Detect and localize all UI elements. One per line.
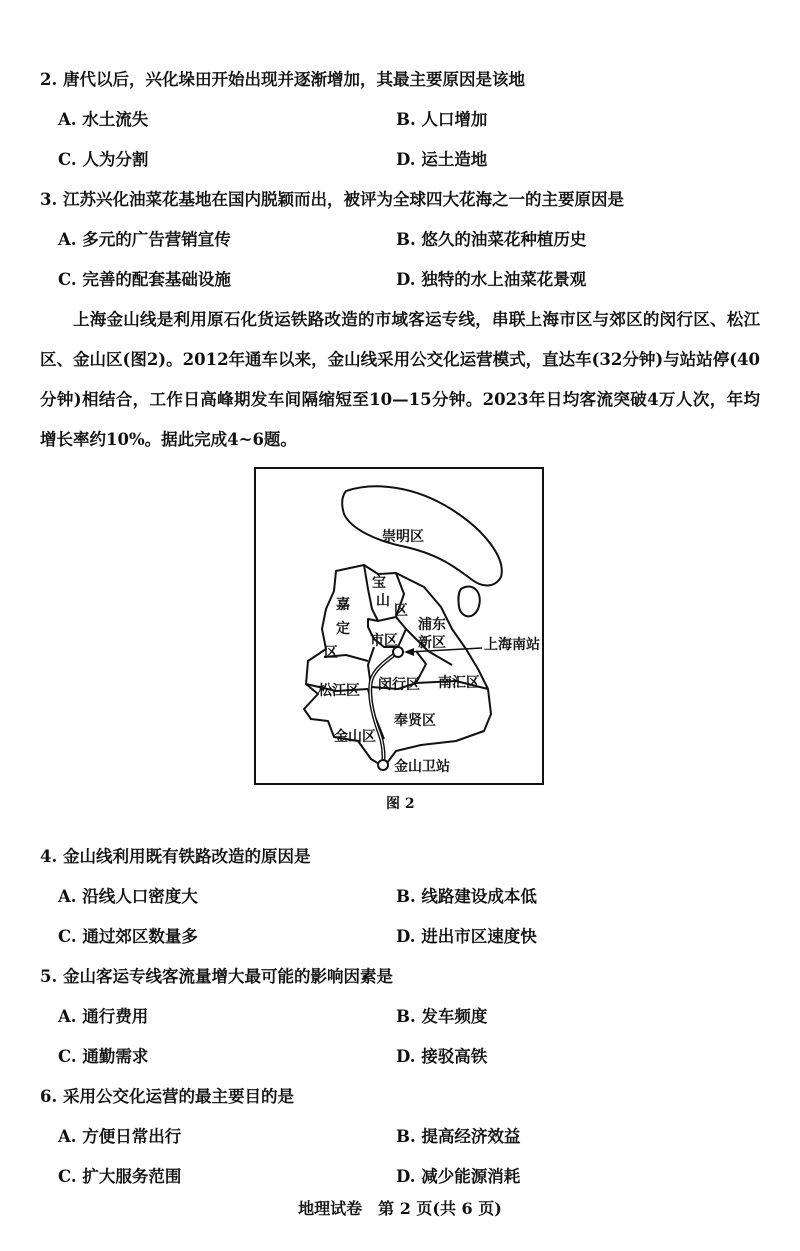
label-minhang: 闵行区 [378, 677, 420, 693]
question-2-option-d: D. 运土造地 [396, 150, 488, 169]
label-shiqu: 市区 [370, 633, 398, 649]
label-jinshan: 金山区 [334, 729, 376, 745]
question-5-option-a: A. 通行费用 [58, 1007, 149, 1026]
station-arrow-head [404, 648, 414, 656]
label-jiading-2: 定 [336, 621, 350, 637]
question-6-option-b: B. 提高经济效益 [396, 1127, 521, 1146]
label-nanhui: 南汇区 [438, 675, 480, 691]
question-4-option-d: D. 进出市区速度快 [396, 927, 537, 946]
question-3-option-b: B. 悠久的油菜花种植历史 [396, 230, 587, 249]
question-5-option-c: C. 通勤需求 [58, 1047, 149, 1066]
reading-passage [40, 300, 760, 460]
question-4-stem: 4. 金山线利用既有铁路改造的原因是 [40, 847, 311, 866]
question-5-option-b: B. 发车频度 [396, 1007, 488, 1026]
jinshan-railway-line [370, 652, 398, 765]
question-2-option-a: A. 水土流失 [58, 110, 149, 129]
question-3-option-c: C. 完善的配套基础设施 [58, 270, 231, 289]
question-3-option-a: A. 多元的广告营销宣传 [58, 230, 231, 249]
label-jiading-3: 区 [324, 645, 338, 661]
label-jiading-1: 嘉 [336, 597, 350, 613]
jinshanwei-station-marker [378, 760, 388, 770]
figure-caption: 图 2 [386, 796, 415, 812]
label-baoshan-2: 山 [376, 593, 390, 609]
page-footer: 地理试卷 第 2 页(共 6 页) [298, 1199, 502, 1218]
label-shanghai-south-station: 上海南站 [484, 637, 540, 653]
mainland-outline [304, 565, 491, 767]
question-2-option-b: B. 人口增加 [396, 110, 488, 129]
label-jinshanwei-station: 金山卫站 [394, 759, 450, 775]
label-baoshan-3: 区 [394, 603, 408, 619]
shanghai-map [256, 469, 542, 783]
question-6-stem: 6. 采用公交化运营的最主要目的是 [40, 1087, 294, 1106]
small-island-outline [458, 587, 479, 617]
passage-text: 上海金山线是利用原石化货运铁路改造的市域客运专线，串联上海市区与郊区的闵行区、松江区、金山区(图2)。2012年通车以来，金山线采用公交化运营模式，直达车(32分钟)与站站停(40分钟)相结合，工作日高峰期发车间隔缩短至10—15分钟。2023年日均客流突破4万人次，年均增长率约10%。据此完成4~6题。 [40, 310, 760, 449]
question-2-stem: 2. 唐代以后，兴化垛田开始出现并逐渐增加，其最主要原因是该地 [40, 70, 525, 89]
question-2-option-c: C. 人为分割 [58, 150, 149, 169]
label-baoshan-1: 宝 [372, 575, 386, 591]
shanghai-map-figure [254, 467, 544, 785]
question-4-option-c: C. 通过郊区数量多 [58, 927, 198, 946]
label-fengxian: 奉贤区 [394, 713, 436, 729]
label-pudong-1: 浦东 [418, 617, 446, 633]
question-6-option-c: C. 扩大服务范围 [58, 1167, 182, 1186]
question-6-option-d: D. 减少能源消耗 [396, 1167, 521, 1186]
question-4-option-b: B. 线路建设成本低 [396, 887, 537, 906]
label-songjiang: 松江区 [318, 683, 360, 699]
question-5-option-d: D. 接驳高铁 [396, 1047, 488, 1066]
question-3-option-d: D. 独特的水上油菜花景观 [396, 270, 587, 289]
label-chongming: 崇明区 [382, 529, 424, 545]
label-pudong-2: 新区 [418, 635, 446, 651]
question-5-stem: 5. 金山客运专线客流量增大最可能的影响因素是 [40, 967, 393, 986]
question-6-option-a: A. 方便日常出行 [58, 1127, 182, 1146]
question-4-option-a: A. 沿线人口密度大 [58, 887, 198, 906]
question-3-stem: 3. 江苏兴化油菜花基地在国内脱颖而出，被评为全球四大花海之一的主要原因是 [40, 190, 624, 209]
